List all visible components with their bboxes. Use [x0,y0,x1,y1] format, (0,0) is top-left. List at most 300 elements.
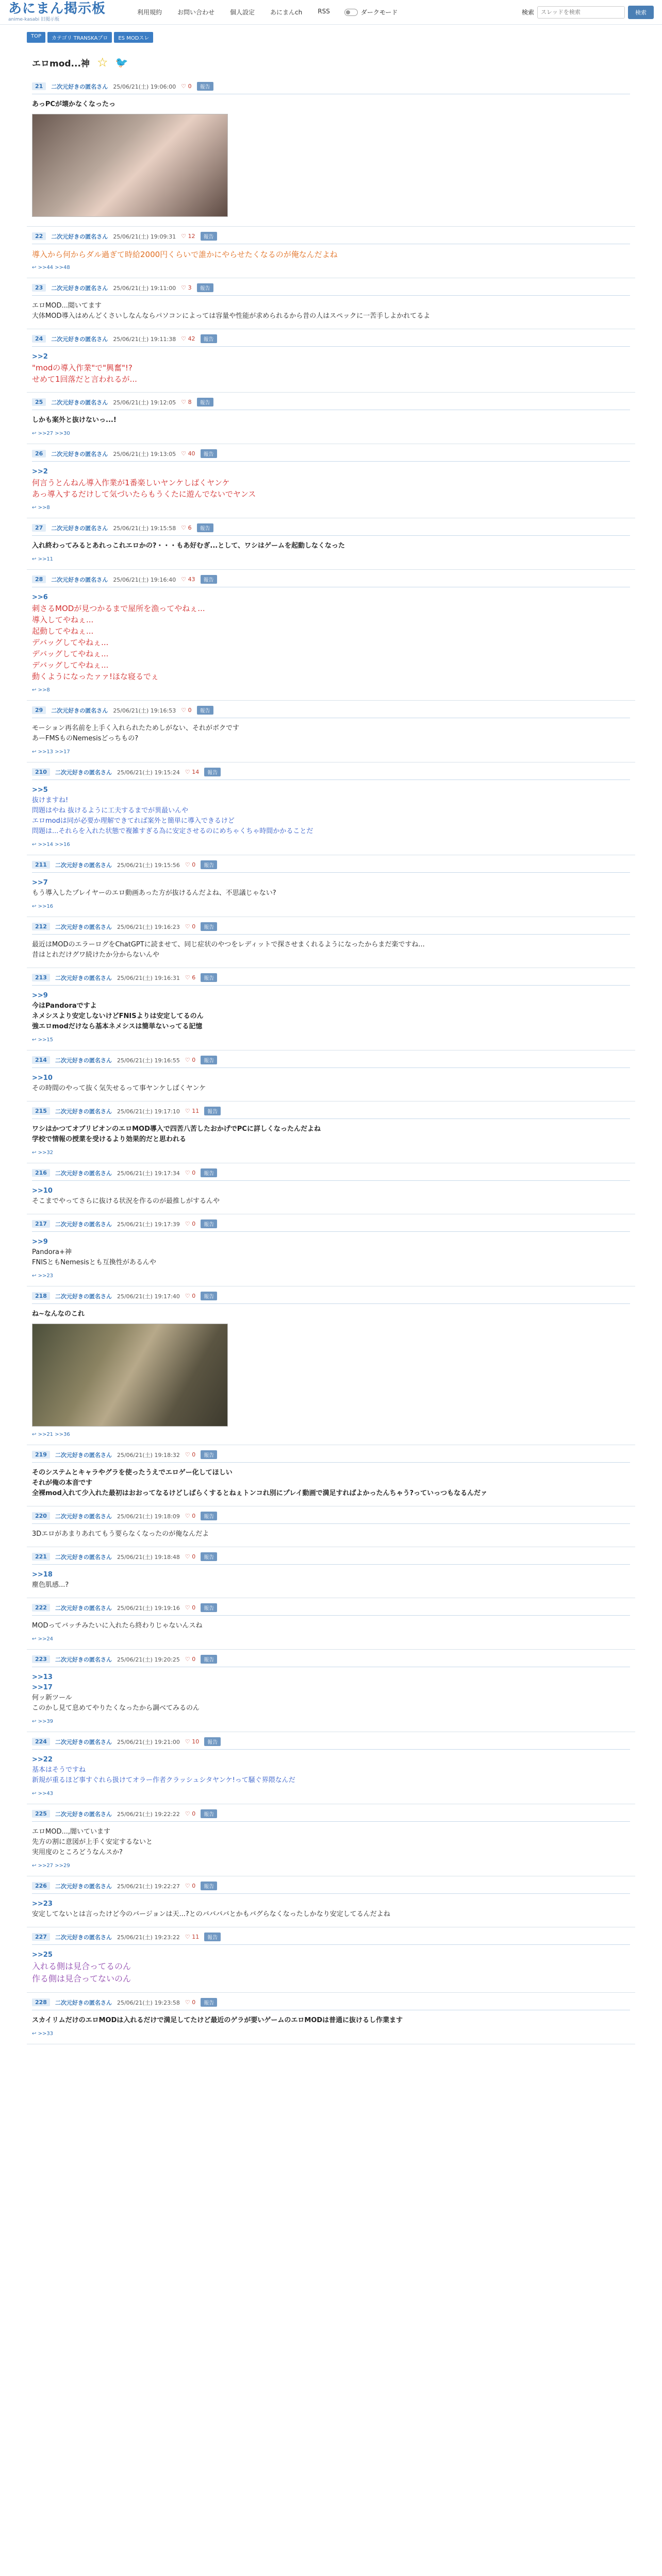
post-text-line: "modの導入作業"で"興奮"!? [32,363,133,372]
reply-arrow-icon: ↩ [32,1273,38,1279]
post-number[interactable]: 29 [32,706,46,714]
like-count: 12 [188,233,195,240]
post-header [32,1552,630,1565]
post-text-line: 導入してやねぇ... [32,615,94,624]
poster-name: 二次元好きの匿名さん [55,1451,112,1459]
post-number[interactable]: 213 [32,974,50,981]
post-header [32,1512,630,1524]
post-header [32,82,630,94]
post-number[interactable]: 216 [32,1169,50,1177]
like-count: 0 [192,1604,196,1611]
post-header [32,1168,630,1181]
report-button[interactable]: 報告 [204,1737,221,1746]
reply-links-text[interactable]: >>32 [38,1150,54,1156]
twitter-share-icon[interactable]: 🐦 [115,56,128,69]
poster-name: 二次元好きの匿名さん [55,1553,112,1561]
post-text-line: しかも案外と抜けないっ...! [32,416,117,424]
reply-links[interactable] [32,842,630,848]
post-number[interactable]: 26 [32,450,46,457]
post-number[interactable]: 21 [32,82,46,90]
reply-links-text[interactable]: >>44 >>48 [38,265,70,270]
post-number[interactable]: 227 [32,1933,50,1941]
post-date: 25/06/21(土) 19:06:00 [113,83,176,90]
like-count: 11 [192,1934,200,1940]
report-button[interactable]: 報告 [201,1655,217,1664]
reply-links-text[interactable]: >>24 [38,1636,54,1642]
reply-anchor[interactable]: >>23 [32,1900,53,1908]
report-button[interactable]: 報告 [197,523,213,532]
post-number[interactable]: 210 [32,768,50,776]
heart-icon: ♡ [185,1999,192,2006]
post [27,1286,635,1445]
poster-name: 二次元好きの匿名さん [55,923,112,930]
like-button[interactable] [185,923,195,930]
reply-links[interactable] [32,1636,630,1642]
report-button[interactable]: 報告 [197,82,213,91]
like-count: 0 [192,1810,196,1817]
search-input[interactable] [537,6,625,19]
post-text-line: このかし見て息めてやりたくなったから調べてみるのん [32,1704,200,1712]
reply-links[interactable] [32,505,630,511]
like-count: 6 [188,524,192,531]
report-button[interactable]: 報告 [201,1168,217,1177]
toggle-switch-icon[interactable] [344,9,358,16]
like-button[interactable] [185,1221,195,1227]
heart-icon: ♡ [181,576,188,583]
reply-links-text[interactable]: >>43 [38,1791,54,1797]
like-button[interactable] [181,576,195,583]
post-number[interactable]: 215 [32,1107,50,1115]
nav-link[interactable]: 個人設定 [230,9,255,16]
report-button[interactable]: 報告 [201,232,217,241]
report-button[interactable]: 報告 [204,768,221,776]
dark-mode-toggle[interactable] [344,8,398,16]
heart-icon: ♡ [185,861,192,868]
reply-links-text[interactable]: >>13 >>17 [38,749,70,755]
reply-links[interactable] [32,1150,630,1156]
reply-anchor[interactable]: >>6 [32,594,48,601]
poster-name: 二次元好きの匿名さん [55,1810,112,1818]
post-number[interactable]: 217 [32,1220,50,1228]
like-button[interactable] [185,1810,195,1817]
nav-link[interactable]: お問い合わせ [177,9,215,16]
post-number[interactable]: 225 [32,1810,50,1818]
reply-links[interactable] [32,2031,630,2037]
post-date: 25/06/21(土) 19:09:31 [113,233,176,240]
report-button[interactable]: 報告 [201,575,217,584]
reply-links-text[interactable]: >>15 [38,1037,54,1043]
post-number[interactable]: 218 [32,1292,50,1300]
thread-container [27,46,635,2044]
nav-link[interactable]: 利用規約 [137,9,162,16]
reply-links[interactable] [32,904,630,909]
reply-anchor[interactable]: >>5 [32,786,48,794]
reply-links-text[interactable]: >>14 >>16 [38,842,70,848]
post-number[interactable]: 23 [32,284,46,292]
post-body [32,780,630,837]
post-text-line: 強エロmodだけなら基本ネメシスは簡単ないってる記憶 [32,1023,203,1030]
post-date: 25/06/21(土) 19:17:40 [117,1293,180,1300]
post-text-line: 昔はとれだけグワ続けたか分からないんや [32,951,160,959]
reply-arrow-icon: ↩ [32,556,38,562]
heart-icon: ♡ [185,1170,192,1176]
post-body [32,462,630,500]
reply-anchor[interactable]: >>22 [32,1756,53,1764]
report-button[interactable]: 報告 [201,973,217,982]
reply-links[interactable] [32,1719,630,1724]
report-button[interactable]: 報告 [201,860,217,869]
report-button[interactable]: 報告 [204,1933,221,1941]
reply-anchor[interactable]: >>2 [32,353,48,361]
like-count: 0 [192,1451,196,1458]
post-body [32,1304,630,1427]
post-text-line: 入れ終わってみるとあれっこれエロかの?・・・もあ好むぎ...として、ワシはゲームを起動しなくなった [32,542,345,550]
post-text-line: 導入から何からダル過ぎて時給2000円くらいで誰かにやらせたくなるのが俺なんだよね [32,250,338,259]
heart-icon: ♡ [185,1810,192,1817]
post-body [32,1750,630,1786]
post-text-line: 実用度のところどうなんスか? [32,1849,123,1856]
poster-name: 二次元好きの匿名さん [51,450,108,457]
post-text-line: 学校で情報の授業を受けるより効果的だと思われる [32,1136,187,1143]
heart-icon: ♡ [181,524,188,531]
post [27,278,635,329]
search-button[interactable]: 検索 [628,6,654,19]
post-text-line: 基本はそうですね [32,1766,86,1774]
post-text-line: その時間のやって抜く気失せるって事ヤンケしばくヤンケ [32,1084,206,1092]
poster-name: 二次元好きの匿名さん [55,1934,112,1941]
post-date: 25/06/21(土) 19:23:22 [117,1934,180,1941]
post-body [32,94,630,217]
like-count: 6 [192,974,196,981]
breadcrumb-item[interactable]: カテゴリ TRANSKAプロ [47,32,112,43]
post-number[interactable]: 226 [32,1882,50,1890]
post-header [32,1292,630,1304]
post-text-line: 動くようになったァァ!ほな寝るでぇ [32,672,159,681]
post-date: 25/06/21(土) 19:16:31 [117,974,180,981]
like-button[interactable] [181,399,191,405]
heart-icon: ♡ [185,1451,192,1458]
report-button[interactable]: 報告 [201,1512,217,1520]
like-button[interactable] [185,1604,195,1611]
heart-icon: ♡ [185,1738,192,1745]
like-button[interactable] [185,1057,195,1063]
reply-anchor[interactable]: >>17 [32,1684,53,1691]
reply-anchor[interactable]: >>25 [32,1951,53,1959]
like-button[interactable] [185,1883,195,1889]
reply-anchor[interactable]: >>13 [32,1673,53,1681]
post-date: 25/06/21(土) 19:22:22 [117,1810,180,1818]
post-number[interactable]: 223 [32,1655,50,1663]
logo-text[interactable]: あにまん掲示板 [8,1,106,16]
poster-name: 二次元好きの匿名さん [51,399,108,406]
post [27,1506,635,1547]
report-button[interactable]: 報告 [201,1450,217,1459]
post-header [32,334,630,347]
post-body [32,1119,630,1145]
reply-links[interactable] [32,1273,630,1279]
post-body [32,1565,630,1590]
post-number[interactable]: 22 [32,232,46,240]
report-button[interactable]: 報告 [197,398,213,406]
report-button[interactable]: 報告 [201,922,217,931]
search-area [522,6,654,19]
site-logo[interactable] [8,2,106,22]
post-number[interactable]: 220 [32,1512,50,1520]
breadcrumb-item[interactable]: TOP [27,32,45,43]
like-button[interactable] [185,1108,199,1114]
thread-header [27,46,635,77]
post [27,1804,635,1876]
post-text-line: 抜けますね! [32,796,69,804]
post-list [27,77,635,2044]
heart-icon: ♡ [185,1883,192,1889]
report-button[interactable]: 報告 [201,1292,217,1300]
like-button[interactable] [181,284,191,291]
post-text-line: エロmodは同が必要か理解できてれば案外と簡単に導入できるけど [32,817,235,825]
post [27,329,635,393]
post [27,518,635,570]
post-number[interactable]: 28 [32,575,46,583]
reply-anchor[interactable]: >>10 [32,1074,53,1082]
reply-anchor[interactable]: >>2 [32,468,48,476]
post-text-line: 何ッ新ツール [32,1694,72,1702]
like-count: 42 [188,335,195,342]
reply-links-text[interactable]: >>11 [38,556,54,562]
reply-links-text[interactable]: >>27 >>30 [38,431,70,436]
post-number[interactable]: 224 [32,1738,50,1745]
reply-links-text[interactable]: >>39 [38,1719,54,1724]
post [27,968,635,1050]
post-image[interactable] [32,114,228,217]
post [27,701,635,762]
reply-links[interactable] [32,431,630,436]
post-text-line: あっPCが壊かなくなったっ [32,100,115,108]
reply-arrow-icon: ↩ [32,842,38,848]
nav-link[interactable]: RSS [318,8,330,15]
post-text-line: 今はPandoraですよ [32,1002,97,1010]
like-button[interactable] [185,1170,195,1176]
post-body [32,1524,630,1539]
report-button[interactable]: 報告 [197,283,213,292]
like-button[interactable] [181,233,195,240]
post-text-line: 全裸mod入れて少入れた最初はおおってなるけどしばらくするとねぇトンコれ別にプレイ動画で満足すればよかったんちゃう?っていっつもなるんだァ [32,1489,488,1497]
reply-arrow-icon: ↩ [32,431,38,436]
post [27,1445,635,1506]
like-button[interactable] [185,769,199,775]
like-button[interactable] [185,1553,195,1560]
like-button[interactable] [185,1738,199,1745]
reply-links[interactable] [32,749,630,755]
post-number[interactable]: 211 [32,861,50,869]
like-count: 43 [188,576,195,583]
post-text-line: 最近はMODのエラーログをChatGPTに読ませて、同じ症状のやつをレディットで探させまくれるようになったからまだ楽ですね... [32,941,425,948]
post-number[interactable]: 221 [32,1553,50,1561]
report-button[interactable]: 報告 [201,1056,217,1064]
post-text-line: スカイリムだけのエロMODは入れるだけで満足してたけど最近のゲラが要いゲームのエロMODは普通に抜けるし作業ます [32,2016,403,2024]
post-date: 25/06/21(土) 19:21:00 [117,1738,180,1745]
post-number[interactable]: 228 [32,1998,50,2006]
report-button[interactable]: 報告 [201,1882,217,1890]
post-date: 25/06/21(土) 19:16:53 [113,707,176,714]
post [27,1927,635,1993]
like-button[interactable] [185,1656,195,1663]
post-number[interactable]: 24 [32,335,46,343]
like-button[interactable] [185,1513,195,1519]
post-date: 25/06/21(土) 19:16:23 [117,923,180,930]
heart-icon: ♡ [185,1221,192,1227]
reply-arrow-icon: ↩ [32,265,38,270]
post-date: 25/06/21(土) 19:16:40 [113,576,176,583]
like-count: 0 [192,861,196,868]
dark-mode-label: ダークモード [360,9,398,16]
post-number[interactable]: 222 [32,1604,50,1612]
report-button[interactable]: 報告 [204,1107,221,1115]
report-button[interactable]: 報告 [201,334,217,343]
heart-icon: ♡ [181,707,188,714]
post-body [32,1068,630,1094]
like-button[interactable] [185,861,195,868]
reply-links[interactable] [32,1863,630,1869]
post [27,1163,635,1214]
post-body [32,1463,630,1499]
report-button[interactable]: 報告 [201,1603,217,1612]
post-body [32,935,630,960]
post-date: 25/06/21(土) 19:18:09 [117,1513,180,1520]
reply-links[interactable] [32,556,630,562]
post-date: 25/06/21(土) 19:23:58 [117,1999,180,2006]
post-date: 25/06/21(土) 19:22:27 [117,1883,180,1890]
post-header [32,1737,630,1750]
post-text-line: Pandora+神 [32,1248,72,1256]
like-button[interactable] [181,707,191,714]
post-header [32,575,630,587]
reply-arrow-icon: ↩ [32,1037,38,1043]
reply-links-text[interactable]: >>27 >>29 [38,1863,70,1869]
like-count: 0 [192,1656,196,1663]
post-text-line: 塵色肌感...? [32,1581,69,1589]
post-header [32,1603,630,1616]
reply-anchor[interactable]: >>18 [32,1571,53,1579]
post-number[interactable]: 214 [32,1056,50,1064]
heart-icon: ♡ [181,284,188,291]
post-number[interactable]: 25 [32,398,46,406]
post-text-line: あーFMSものNemesisどっちもの? [32,735,139,742]
favorite-star-icon[interactable]: ☆ [96,55,108,70]
reply-links-text[interactable]: >>33 [38,2031,54,2037]
like-count: 0 [192,1057,196,1063]
reply-anchor[interactable]: >>9 [32,1238,48,1246]
heart-icon: ♡ [185,974,192,981]
report-button[interactable]: 報告 [201,449,217,458]
report-button[interactable]: 報告 [197,706,213,715]
post-image[interactable] [32,1324,228,1427]
heart-icon: ♡ [185,1553,192,1560]
breadcrumb-item[interactable]: ES MODスレ [114,32,153,43]
post-header [32,1107,630,1119]
post-text-line: 入れる側は見合ってるのん [32,1961,131,1971]
like-count: 10 [192,1738,200,1745]
like-button[interactable] [185,974,195,981]
poster-name: 二次元好きの匿名さん [55,1057,112,1064]
reply-anchor[interactable]: >>10 [32,1187,53,1195]
reply-links[interactable] [32,265,630,270]
reply-links-text[interactable]: >>16 [38,904,54,909]
reply-arrow-icon: ↩ [32,749,38,755]
nav-link[interactable]: あにまんch [270,9,303,16]
reply-links-text[interactable]: >>8 [38,687,50,693]
like-count: 0 [192,1553,196,1560]
post [27,1050,635,1101]
reply-anchor[interactable]: >>9 [32,992,48,999]
report-button[interactable]: 報告 [201,1552,217,1561]
thread-title: エロmod...神 [32,58,90,69]
like-button[interactable] [185,1934,199,1940]
post-text-line: 新規が重るほど事すぐれら扱けてオラー作者クラッシュシタヤンケ!って騒ぐ界隈なんだ [32,1776,295,1784]
post-header [32,1933,630,1945]
like-count: 0 [192,1883,196,1889]
post-number[interactable]: 219 [32,1451,50,1459]
heart-icon: ♡ [185,1293,192,1299]
reply-links[interactable] [32,1432,630,1437]
post-text-line: それが俺の本音です [32,1479,93,1487]
post-number[interactable]: 27 [32,524,46,532]
reply-links[interactable] [32,1791,630,1797]
post-text-line: 先方の割に意図が上手く安定するないと [32,1838,153,1846]
report-button[interactable]: 報告 [201,1809,217,1818]
reply-links-text[interactable]: >>21 >>36 [38,1432,70,1437]
poster-name: 二次元好きの匿名さん [51,524,108,532]
poster-name: 二次元好きの匿名さん [55,974,112,981]
post [27,1732,635,1804]
reply-links[interactable] [32,1037,630,1043]
reply-links[interactable] [32,687,630,693]
like-button[interactable] [181,335,195,342]
reply-arrow-icon: ↩ [32,1636,38,1642]
post-text-line: ネメシスより安定しないけどFNISよりは安定してるのん [32,1012,204,1020]
reply-arrow-icon: ↩ [32,2031,38,2037]
breadcrumb [0,25,662,43]
report-button[interactable]: 報告 [201,1998,217,2007]
poster-name: 二次元好きの匿名さん [55,1883,112,1890]
like-button[interactable] [185,1451,195,1458]
post-body [32,986,630,1032]
post-number[interactable]: 212 [32,923,50,930]
heart-icon: ♡ [185,1656,192,1663]
like-button[interactable] [185,1999,195,2006]
post-body [32,536,630,551]
post-date: 25/06/21(土) 19:15:58 [113,524,176,532]
post-text-line: 大体MOD導入はめんどくさいしなんならパソコンによっては容量や性能が求められるから昔の人はスペックに一苦手しよかれてるよ [32,312,431,320]
post-date: 25/06/21(土) 19:17:10 [117,1108,180,1115]
like-button[interactable] [185,1293,195,1299]
post-date: 25/06/21(土) 19:13:05 [113,450,176,457]
like-button[interactable] [181,450,195,457]
post [27,1598,635,1650]
post [27,1650,635,1732]
like-button[interactable] [181,83,191,90]
poster-name: 二次元好きの匿名さん [55,769,112,776]
like-count: 0 [192,923,196,930]
like-button[interactable] [181,524,191,531]
heart-icon: ♡ [185,769,192,775]
report-button[interactable]: 報告 [201,1219,217,1228]
post [27,1547,635,1598]
reply-anchor[interactable]: >>7 [32,879,48,887]
heart-icon: ♡ [181,450,188,457]
reply-links-text[interactable]: >>23 [38,1273,54,1279]
poster-name: 二次元好きの匿名さん [55,861,112,869]
reply-links-text[interactable]: >>8 [38,505,50,511]
